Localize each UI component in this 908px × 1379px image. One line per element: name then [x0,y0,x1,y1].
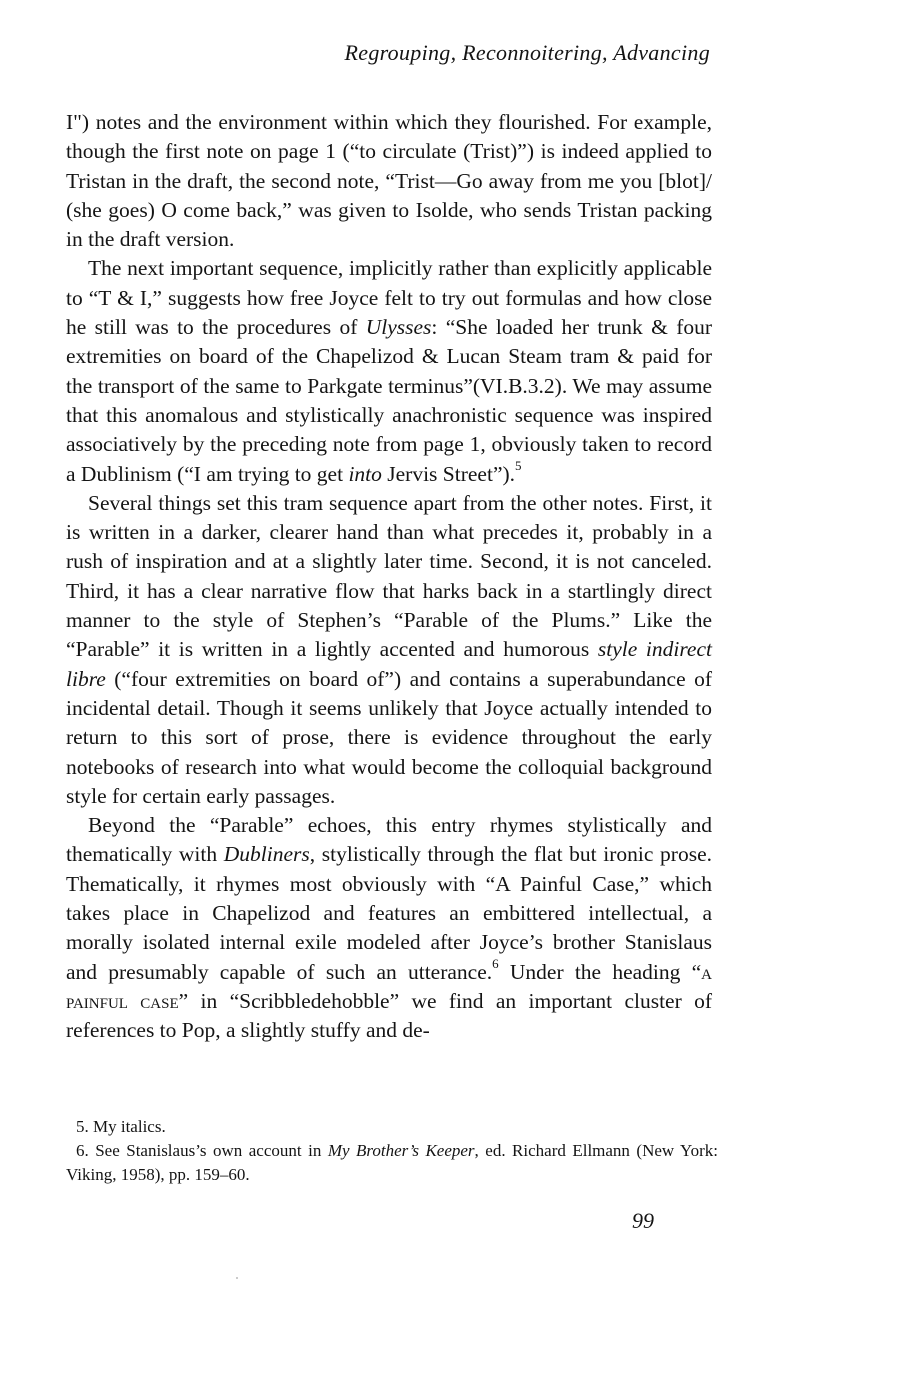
page-speck [236,1277,238,1279]
text-run: Jervis Street”). [381,461,516,486]
body-text [66,108,712,1046]
text-run: : “She loaded her trunk & four extremities on board of the Chapelizod & Lucan Steam tram & paid for the transport of the same to Parkgate terminus”(VI.B.3.2). We may assume that this anomalous and stylistically anachronistic sequence was inspired associatively by the preceding note from page 1, obviously taken to record a Dublinism (“I am trying to get [66,315,713,486]
italic-text: My Brother’s Keeper [327,1141,475,1160]
italic-text: Dubliners [223,842,310,867]
text-run: 6. See Stanislaus’s own account in [76,1141,328,1160]
text-run: 5. My italics. [76,1117,166,1136]
italic-text: Ulysses [365,315,432,340]
paragraph [66,108,712,254]
text-run: Under the heading “ [498,959,702,984]
italic-text: style indirect libre [66,637,712,691]
text-run: , stylistically through the flat but ironic prose. Thematically, it rhymes most obviously with “A Painful Case,” which takes place in Chapelizod and features an embittered intellectual, a morally isolated internal exile modeled after Joyce’s brother Stanislaus and presumably capable of such an utterance. [66,842,712,984]
text-run: , ed. Richard Ellmann (New York: Viking, 1958), pp. 159–60. [66,1141,718,1184]
running-head: Regrouping, Reconnoitering, Advancing [344,40,710,65]
paragraph [66,489,712,811]
footnotes [66,1115,718,1187]
text-run: The next important sequence, implicitly rather than explicitly applicable to “T & I,” suggests how free Joyce felt to try out formulas and how close he still was to the procedures of [66,256,712,340]
footnote-ref: 6 [492,956,499,972]
footnote [66,1115,718,1139]
paragraph [66,254,712,488]
text-run: I") notes and the environment within which they flourished. For example, though the first note on page 1 (“to circulate (Trist)”) is indeed applied to Tristan in the draft, the second note, “Trist—Go away from me you [blot]/ (she goes) O come back,” was given to Isolde, who sends Tristan packing in the draft version. [66,110,712,252]
text-run: (“four extremities on board of”) and contains a superabundance of incidental detail. Though it seems unlikely that Joyce actually intended to return to this sort of prose, there is evidence throughout the early notebooks of research into what would become the colloquial background style for certain early passages. [66,666,712,808]
footnote [66,1139,718,1187]
italic-text: into [348,461,382,486]
paragraph [66,811,712,1045]
text-run: Several things set this tram sequence apart from the other notes. First, it is written in a darker, clearer hand than what precedes it, probably in a rush of inspiration and at a slightly later time. Second, it is not canceled. Third, it has a clear narrative flow that harks back in a startlingly direct manner to the style of Stephen’s “Parable of the Plums.” Like the “Parable” it is written in a lightly accented and humorous [66,490,712,662]
footnote-ref: 5 [515,458,522,474]
small-caps-text: a painful case [66,959,712,1013]
page-number: 99 [632,1208,654,1233]
text-run: ” in “Scribbledehobble” we find an important cluster of references to Pop, a slightly stuffy and de- [66,988,712,1043]
text-run: Beyond the “Parable” echoes, this entry rhymes stylistically and thematically with [66,813,712,867]
